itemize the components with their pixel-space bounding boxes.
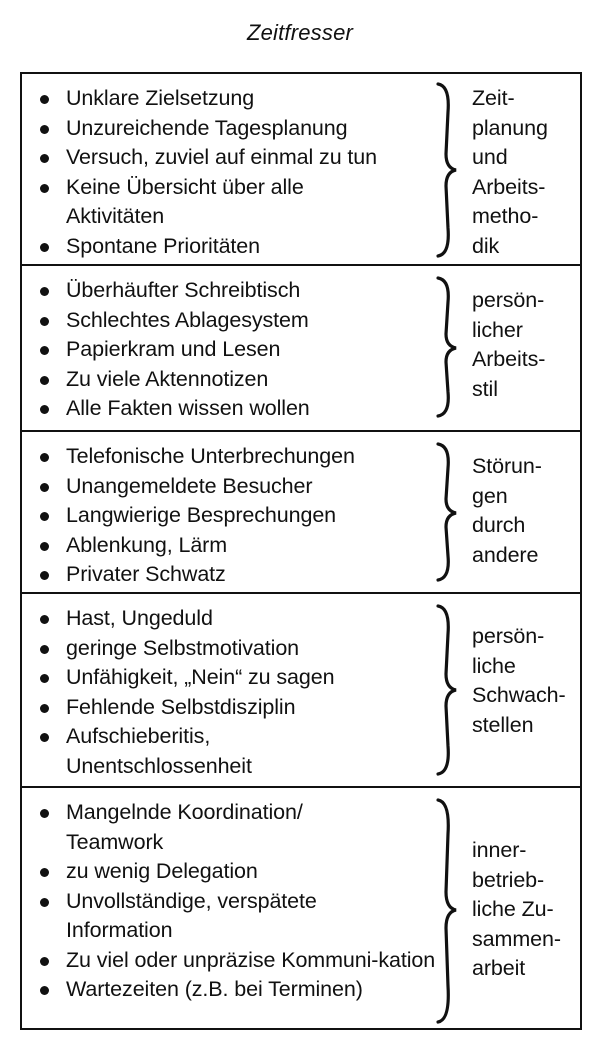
category-label — [472, 286, 580, 404]
item-list — [38, 798, 438, 1005]
section-collaboration — [22, 786, 580, 1028]
item-list — [38, 84, 438, 261]
list-item: Zu viele Aktennotizen — [38, 365, 438, 395]
list-item: Aufschieberitis, Unentschlossenheit — [38, 722, 356, 781]
list-item: Privater Schwatz — [38, 560, 438, 590]
section-disruptions — [22, 430, 580, 592]
list-item: Zu viel oder unpräzise Kommuni-kation — [38, 946, 438, 976]
category-line: Schwach- — [472, 683, 566, 707]
category-line: andere — [472, 542, 539, 567]
category-line: metho- — [472, 204, 539, 228]
category-line: gen — [472, 483, 508, 508]
section-work-style — [22, 264, 580, 430]
list-item: Unangemeldete Besucher — [38, 472, 438, 502]
curly-brace-icon — [434, 604, 460, 776]
category-line: arbeit — [472, 956, 526, 980]
list-item: Schlechtes Ablagesystem — [38, 306, 438, 336]
section-planning — [22, 74, 580, 264]
list-item: Telefonische Unterbrechungen — [38, 442, 438, 472]
category-line: persön- — [472, 288, 545, 312]
category-line: sammen- — [472, 926, 561, 951]
category-line: Arbeits- — [472, 174, 546, 199]
list-item: Hast, Ungeduld — [38, 604, 438, 634]
category-label — [472, 452, 580, 570]
list-item: Versuch, zuviel auf einmal zu tun — [38, 143, 438, 173]
list-item: Papierkram und Lesen — [38, 335, 438, 365]
list-item: Mangelnde Koordination/ Teamwork — [38, 798, 366, 857]
list-item: Unvollständige, verspätete Information — [38, 887, 386, 946]
category-line: durch — [472, 513, 526, 537]
curly-brace-icon — [434, 798, 460, 1024]
category-line: dik — [472, 233, 500, 258]
list-item: Unfähigkeit, „Nein“ zu sagen — [38, 663, 438, 693]
category-line: Arbeits- — [472, 347, 546, 371]
category-label — [472, 622, 580, 740]
list-item: geringe Selbstmotivation — [38, 634, 438, 664]
list-item: Wartezeiten (z.B. bei Terminen) — [38, 975, 438, 1005]
category-line: Störun- — [472, 454, 542, 478]
category-line: licher — [472, 317, 523, 342]
list-item: Langwierige Besprechungen — [38, 501, 438, 531]
category-label — [472, 84, 580, 261]
category-line: betrieb- — [472, 867, 545, 892]
category-line: inner- — [472, 838, 527, 862]
list-item: Ablenkung, Lärm — [38, 531, 438, 561]
category-line: persön- — [472, 624, 545, 648]
category-line: und — [472, 145, 508, 169]
item-list — [38, 276, 438, 424]
list-item: zu wenig Delegation — [38, 857, 438, 887]
category-line: planung — [472, 115, 548, 140]
category-line: Zeit- — [472, 86, 515, 110]
list-item: Keine Übersicht über alle Aktivitäten — [38, 173, 406, 232]
list-item: Überhäufter Schreibtisch — [38, 276, 438, 306]
section-weaknesses — [22, 592, 580, 786]
list-item: Fehlende Selbstdisziplin — [38, 693, 438, 723]
item-list — [38, 442, 438, 590]
category-line: liche Zu- — [472, 897, 554, 921]
list-item: Alle Fakten wissen wollen — [38, 394, 438, 424]
curly-brace-icon — [434, 442, 460, 582]
item-list — [38, 604, 438, 781]
category-line: liche — [472, 653, 516, 678]
page-title: Zeitfresser — [246, 20, 354, 45]
category-line: stellen — [472, 712, 534, 737]
category-label — [472, 836, 580, 984]
curly-brace-icon — [434, 82, 460, 258]
list-item: Unklare Zielsetzung — [38, 84, 438, 114]
list-item: Spontane Prioritäten — [38, 232, 438, 262]
category-line: stil — [472, 376, 498, 401]
list-item: Unzureichende Tagesplanung — [38, 114, 438, 144]
time-wasters-table — [20, 72, 582, 1030]
curly-brace-icon — [434, 276, 460, 418]
